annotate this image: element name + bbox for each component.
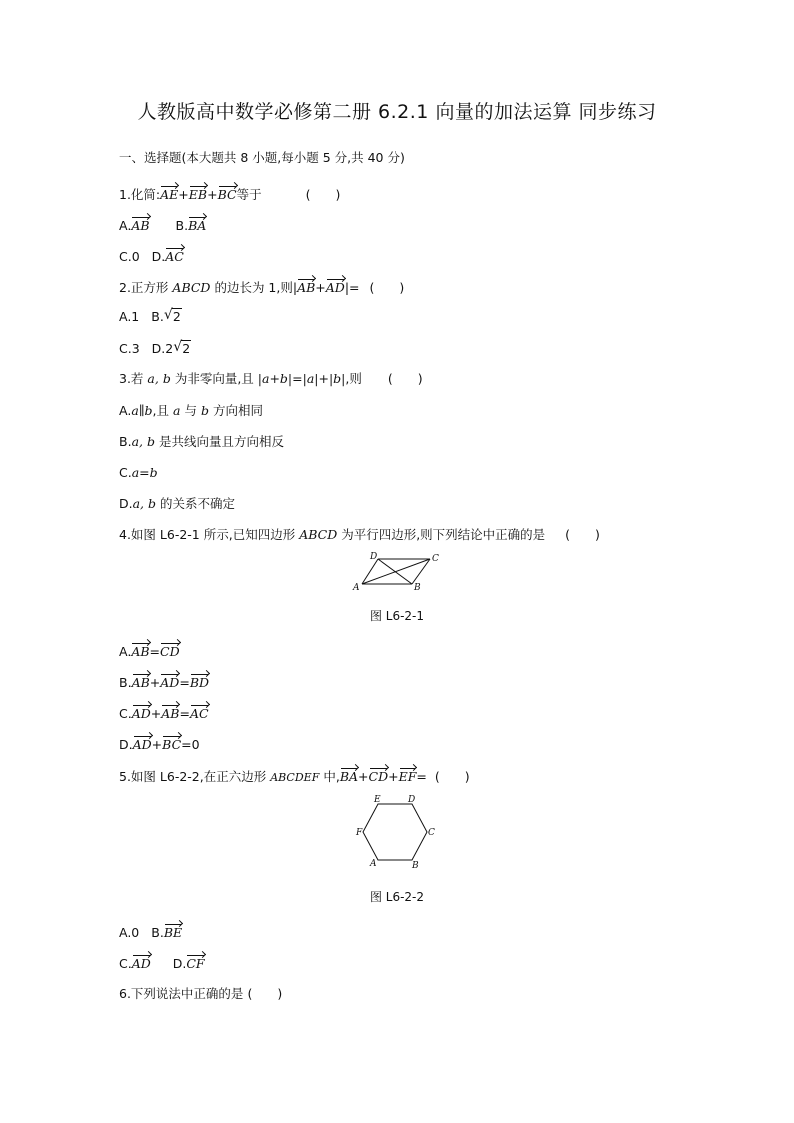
diagonal-ac [362,559,430,584]
hexagon-figure [350,792,440,872]
figure-caption-2: 图 L6-2-2 [369,890,425,904]
q2-options-cd: C.3 D.2 √ 2 [119,339,191,356]
vertex-label-e: E [374,795,381,805]
vertex-label-a: A [370,859,377,869]
q4-option-c: C.AD+AB=AC [119,703,209,722]
figure-caption-1: 图 L6-2-1 [369,609,425,623]
edge-da [362,559,378,584]
question-1: 1.化简:AE+EB+BC等于 ( ) [119,184,340,203]
q4-option-d: D.AD+BC=0 [119,734,200,753]
q5-options-ab: A.0 B.BE [119,922,182,941]
q3-option-c: C.a=b [119,465,158,480]
question-5: 5.如图 L6-2-2,在正六边形 ABCDEF 中,BA+CD+EF= ( ) [119,766,470,786]
question-3: 3.若 a, b 为非零向量,且 |a+b|=|a|+|b|,则 ( ) [119,371,423,386]
vertex-label-a: A [353,583,360,593]
q5-options-cd: C.AD D.CF [119,953,205,972]
vertex-label-b: B [414,583,421,593]
section-heading: 一、选择题(本大题共 8 小题,每小题 5 分,共 40 分) [119,150,405,165]
vertex-label-d: D [408,795,416,805]
q3-option-d: D.a, b 的关系不确定 [119,496,236,511]
vertex-label-d: D [370,552,378,562]
q3-option-b: B.a, b 是共线向量且方向相反 [119,434,284,449]
question-6: 6.下列说法中正确的是 ( ) [119,986,283,1001]
vertex-label-c: C [432,554,439,564]
vertex-label-f: F [356,828,363,838]
document-title: 人教版高中数学必修第二册 6.2.1 向量的加法运算 同步练习 [137,101,657,123]
parallelogram-figure [350,550,445,594]
q1-options-ab: A.AB B.BA [119,215,206,234]
q4-option-b: B.AB+AD=BD [119,672,209,691]
q3-option-a: A.a∥b,且 a 与 b 方向相同 [119,403,263,418]
question-4: 4.如图 L6-2-1 所示,已知四边形 ABCD 为平行四边形,则下列结论中正确的是 ( ) [119,527,600,542]
q2-options-ab: A.1 B. √ 2 [119,307,181,324]
vertex-label-b: B [412,861,419,871]
q1-options-cd: C.0 D.AC [119,246,184,265]
q4-option-a: A.AB=CD [119,641,180,660]
vertex-label-c: C [428,828,435,838]
diagonal-bd [378,559,412,584]
question-2: 2.正方形 ABCD 的边长为 1,则|AB+AD|= ( ) [119,277,404,296]
hexagon-shape [363,804,427,860]
